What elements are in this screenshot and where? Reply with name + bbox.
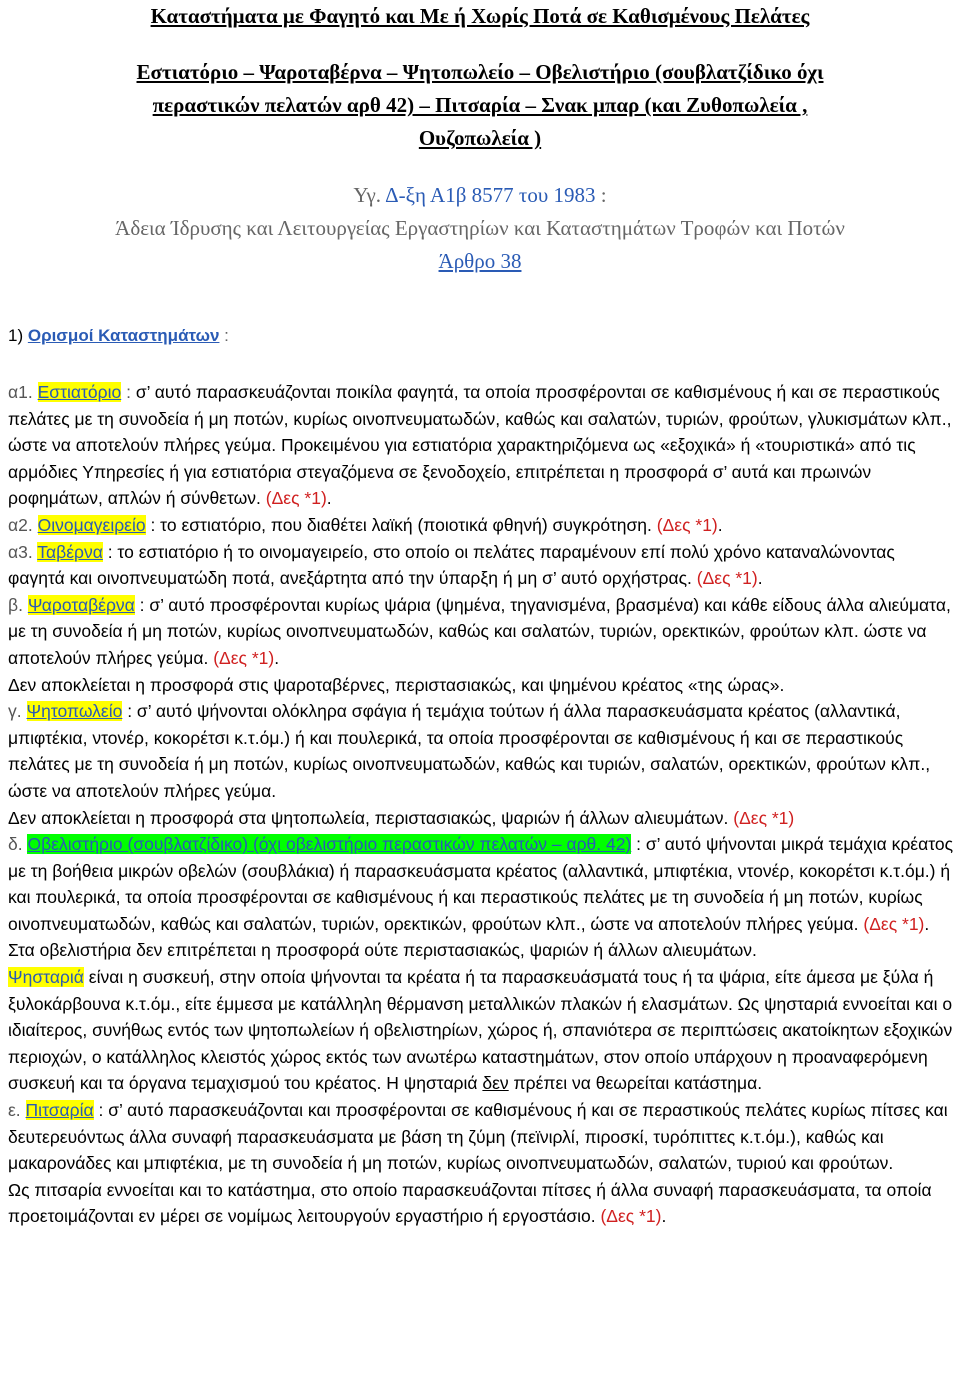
section-code: ε. xyxy=(8,1100,21,1121)
grill-text-2: πρέπει να θεωρείται κατάστημα. xyxy=(508,1073,763,1094)
section-code: α1. xyxy=(8,382,33,402)
term-taverna[interactable]: Ταβέρνα xyxy=(37,541,103,562)
definitions-number: 1) xyxy=(8,326,28,345)
section-text-2: Προκειμένου για εστιατόρια χαρακτηριζόμενα ως «εξοχικά» ή «τουριστικά» από τις αρμόδιες Υπηρεσίες ή για εστιατόρια στεγαζόμενα σε ξενοδοχείο, επιτρέπεται η προσφορά σ’ αυτά και πρωινών ροφημάτων, απλών ή σύνθετων. xyxy=(8,435,916,509)
section-d-note: Στα οβελιστήρια δεν επιτρέπεται η προσφορά ούτε περιστασιακώς, ψαριών ή άλλων αλιευμάτων. xyxy=(8,940,757,961)
section-a2: α2. Οινομαγειρείο : το εστιατόριο, που διαθέτει λαϊκή (ποιοτικά φθηνή) συγκρότηση. (Δες *1). xyxy=(8,514,723,535)
document-body xyxy=(8,379,956,1230)
law-decree: Δ-ξη Α1β 8577 του 1983 xyxy=(385,183,596,207)
law-prefix: Υγ. xyxy=(353,183,386,207)
section-g-note xyxy=(8,805,956,832)
section-e-note: Ως πιτσαρία εννοείται και το κατάστημα, στο οποίο παρασκευάζονται πίτσες ή άλλα συναφή παρασκευάσματα, τα οποία προετοιμάζονται εν μέρει σε νομίμως λειτουργούν εργαστήριο ή εργοστάσιο. (Δες *1). xyxy=(8,1179,932,1227)
section-text: : το εστιατόριο, που διαθέτει λαϊκή (ποιοτικά φθηνή) συγκρότηση. xyxy=(145,514,657,535)
page-title: Καταστήματα με Φαγητό και Με ή Χωρίς Ποτά σε Καθισμένους Πελάτες xyxy=(150,4,810,28)
section-d: δ. Οβελιστήριο (σουβλατζίδικο) (όχι οβελιστήριο περαστικών πελατών – αρθ. 42) : σ’ αυτό ψήνονται μικρά τεμάχια κρέατος με τη βοήθεια μικρών οβελών (σουβλάκια) ή παρασκευάσματα κρέατος (αλλαντικά, μπιφτέκια, ντονέρ, κοκορέτσι κ.τ.όμ.) ή και πουλερικά, τα οποία προσφέρονται σε καθισμένους ή και περαστικούς πελάτες με τη συνοδεία ή μη ποτών, κυρίως οινοπνευματωδών, καθώς και σαλατών, τυριών, ορεκτικών, φρούτων κλπ., ώστε να αποτελούν πλήρες γεύμα. (Δες *1). xyxy=(8,834,954,934)
grill-emphasis: δεν xyxy=(482,1073,509,1094)
term-psarotaverna[interactable]: Ψαροταβέρνα xyxy=(27,594,135,615)
section-code: β. xyxy=(8,594,23,615)
section-text: : σ’ αυτό ψήνονται ολόκληρα σφάγια ή τεμάχια τούτων ή άλλα παρασκευάσματα κρέατος (αλλαντικά, μπιφτέκια, ντονέρ, κοκορέτσι κ.τ.όμ.) ή και πουλερικά, τα οποία προσφέρονται σε καθισμένους ή και σε περαστικούς πελάτες με τη συνοδεία ή μη ποτών, κυρίως οινοπνευματωδών, καθώς και τυριών, σαλατών, ορεκτικών, φρούτων κλπ., ώστε να αποτελούν πλήρες γεύμα. xyxy=(8,701,931,801)
definitions-colon: : xyxy=(219,326,229,345)
term-oinomageireio[interactable]: Οινομαγειρείο xyxy=(37,514,146,535)
ref-link[interactable]: (Δες *1) xyxy=(733,807,795,828)
section-code: γ. xyxy=(8,701,22,722)
term-psistaria[interactable]: Ψησταριά xyxy=(8,967,84,988)
section-a3: α3. Ταβέρνα : το εστιατόριο ή το οινομαγειρείο, στο οποίο οι πελάτες παραμένουν επί πολύ χρόνο καταναλώνοντας φαγητά και οινοπνευματώδη ποτά, ανεξάρτητα από την ύπαρξη ή μη σ’ αυτό ορχήστρας. (Δες *1). xyxy=(8,541,895,589)
ref-link[interactable]: (Δες *1) xyxy=(863,913,925,934)
section-code: α2. xyxy=(8,514,33,535)
definitions-label[interactable]: Ορισμοί Καταστημάτων xyxy=(27,326,220,345)
section-b: β. Ψαροταβέρνα : σ’ αυτό προσφέρονται κυρίως ψάρια (ψημένα, τηγανισμένα, βρασμένα) και κάθε είδους άλλα αλιεύματα, με τη συνοδεία ή μη ποτών, κυρίως οινοπνευματωδών, καθώς και σαλατών, τυριών, ορεκτικών, φρούτων κλπ. ώστε να αποτελούν πλήρες γεύμα. (Δες *1). xyxy=(8,594,951,668)
term-pitsaria[interactable]: Πιτσαρία xyxy=(25,1100,94,1121)
law-suffix: : xyxy=(595,183,607,207)
section-g xyxy=(8,698,956,804)
term-psitopoleio[interactable]: Ψητοπωλείο xyxy=(26,701,123,722)
section-grill xyxy=(8,964,956,1097)
article-link[interactable]: Άρθρο 38 xyxy=(438,249,522,273)
section-code: δ. xyxy=(8,834,23,855)
section-text: : σ’ αυτό παρασκευάζονται και προσφέρονται σε καθισμένους ή και σε περαστικούς πελάτες κυρίως πίτσες και δευτερευόντως άλλα συναφή παρασκευάσματα με βάση τη ζύμη (πεϊνιρλί, πιροσκί, τυρόπιττες κ.τ.όμ.), καθώς και μακαρονάδες και μπιφτέκια, με τη συνοδεία ή μη ποτών, κυρίως οινοπνευματωδών, σαλατών, τυριού και φρούτων. xyxy=(8,1100,948,1174)
section-text: σ’ αυτό παρασκευάζονται ποικίλα φαγητά, τα οποία προσφέρονται σε καθισμένους ή και σε περαστικούς πελάτες με τη συνοδεία ή μη ποτών, κυρίως οινοπνευματωδών, καθώς και σαλατών, τυριών, φρούτων, γλυκισμάτων κλπ., ώστε να αποτελούν πλήρες γεύμα. xyxy=(8,382,952,456)
law-reference xyxy=(0,179,960,278)
ref-link[interactable]: (Δες *1) xyxy=(600,1206,662,1227)
subtitle xyxy=(30,56,930,155)
definitions-heading xyxy=(8,326,229,346)
grill-text-1: είναι η συσκευή, στην οποία ψήνονται τα κρέατα ή τα παρασκευάσματά τους ή τα ψάρια, είτε άμεσα με ξύλα ή ξυλοκάρβουνα κ.τ.όμ., είτε έμμεσα με κατάλληλη θέρμανση μεταλλικών πλακών ή ελασμάτων. Ως ψησταριά εννοείται και ο ιδιαίτερος, συνήθως εντός των ψητοπωλείων ή οβελιστηρίων, χώρος ή, σπανιότερα σε περιπτώσεις ακατοίκητων εξοχικών περιοχών, ο κατάλληλος κλειστός χώρος εκτός των ανωτέρω καταστημάτων, στον οποίο υπάρχουν η προαναφερόμενη συσκευή και τα όργανα τεμαχισμού του κρέατος. Η ψησταριά xyxy=(8,967,953,1094)
ref-link[interactable]: (Δες *1) xyxy=(213,647,275,668)
section-text: : σ’ αυτό προσφέρονται κυρίως ψάρια (ψημένα, τηγανισμένα, βρασμένα) και κάθε είδους άλλα αλιεύματα, με τη συνοδεία ή μη ποτών, κυρίως οινοπνευματωδών, καθώς και σαλατών, τυριών, ορεκτικών, φρούτων κλπ. ώστε να αποτελούν πλήρες γεύμα. xyxy=(8,594,951,668)
subtitle-line-3: Ουζοπωλεία ) xyxy=(418,126,542,150)
ref-link[interactable]: (Δες *1) xyxy=(656,514,718,535)
term-restaurant[interactable]: Εστιατόριο xyxy=(37,382,122,402)
subtitle-line-2: περαστικών πελατών αρθ 42) – Πιτσαρία – Σνακ μπαρ (και Ζυθοπωλεία , xyxy=(152,93,808,117)
law-description: Άδεια Ίδρυσης και Λειτουργείας Εργαστηρίων και Καταστημάτων Τροφών και Ποτών xyxy=(115,216,845,240)
term-obelistirio[interactable]: Οβελιστήριο (σουβλατζίδικο) (όχι οβελιστήριο περαστικών πελατών – αρθ. 42) xyxy=(27,834,632,855)
ref-link[interactable]: (Δες *1) xyxy=(696,568,758,589)
section-a1: α1. Εστιατόριο : σ’ αυτό παρασκευάζονται ποικίλα φαγητά, τα οποία προσφέρονται σε καθισμένους ή και σε περαστικούς πελάτες με τη συνοδεία ή μη ποτών, κυρίως οινοπνευματωδών, καθώς και σαλατών, τυριών, φρούτων, γλυκισμάτων κλπ., ώστε να αποτελούν πλήρες γεύμα. Προκειμένου για εστιατόρια χαρακτηριζόμενα ως «εξοχικά» ή «τουριστικά» από τις αρμόδιες Υπηρεσίες ή για εστιατόρια στεγαζόμενα σε ξενοδοχείο, επιτρέπεται η προσφορά σ’ αυτά και πρωινών ροφημάτων, απλών ή σύνθετων. (Δες *1). xyxy=(8,382,952,509)
section-sep: : xyxy=(121,382,136,402)
ref-link[interactable]: (Δες *1) xyxy=(265,488,327,509)
note-text: Δεν αποκλείεται η προσφορά στα ψητοπωλεία, περιστασιακώς, ψαριών ή άλλων αλιευμάτων. xyxy=(8,807,734,828)
section-e xyxy=(8,1097,956,1177)
section-text: : σ’ αυτό ψήνονται μικρά τεμάχια κρέατος με τη βοήθεια μικρών οβελών (σουβλάκια) ή παρασκευάσματα κρέατος (αλλαντικά, μπιφτέκια, ντονέρ, κοκορέτσι κ.τ.όμ.) ή και πουλερικά, τα οποία προσφέρονται σε καθισμένους ή και περαστικούς πελάτες με τη συνοδεία ή μη ποτών, κυρίως οινοπνευματωδών, καθώς και σαλατών, τυριών, ορεκτικών, φρούτων κλπ., ώστε να αποτελούν πλήρες γεύμα. xyxy=(8,834,954,934)
section-text: : το εστιατόριο ή το οινομαγειρείο, στο οποίο οι πελάτες παραμένουν επί πολύ χρόνο καταναλώνοντας φαγητά και οινοπνευματώδη ποτά, ανεξάρτητα από την ύπαρξη ή μη σ’ αυτό ορχήστρας. xyxy=(8,541,895,589)
section-code: α3. xyxy=(8,541,33,562)
note-text: Ως πιτσαρία εννοείται και το κατάστημα, στο οποίο παρασκευάζονται πίτσες ή άλλα συναφή παρασκευάσματα, τα οποία προετοιμάζονται εν μέρει σε νομίμως λειτουργούν εργαστήριο ή εργοστάσιο. xyxy=(8,1179,932,1227)
section-b-note: Δεν αποκλείεται η προσφορά στις ψαροταβέρνες, περιστασιακώς, και ψημένου κρέατος «της ώρας». xyxy=(8,674,785,695)
subtitle-line-1: Εστιατόριο – Ψαροταβέρνα – Ψητοπωλείο – Οβελιστήριο (σουβλατζίδικο όχι xyxy=(136,60,824,84)
